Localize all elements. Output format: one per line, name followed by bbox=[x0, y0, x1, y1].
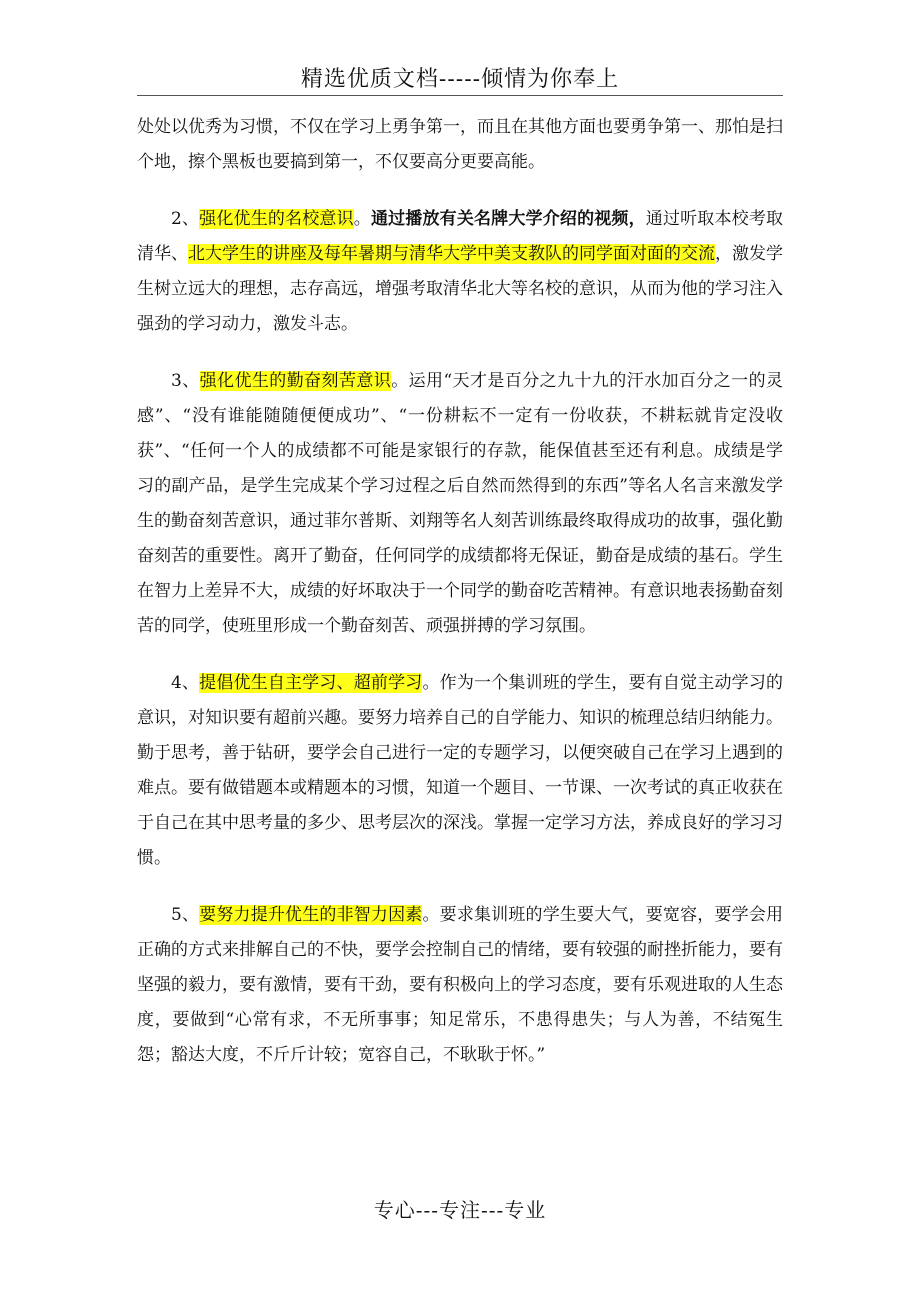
paragraph-text: 。运用“天才是百分之九十九的汗水加百分之一的灵感”、“没有谁能随随便便成功”、“一份耕耘不一定有一份收获，不耕耘就肯定没收获”、“任何一个人的成绩都不可能是家银行的存款，能保值甚至还有利息。成绩是学习的副产品，是学生完成某个学习过程之后自然而然得到的东西”等名人名言来激发学生的勤奋刻苦意识，通过菲尔普斯、刘翔等名人刻苦训练最终取得成功的故事，强化勤奋刻苦的重要性。离开了勤奋，任何同学的成绩都将无保证，勤奋是成绩的基石。学生在智力上差异不大，成绩的好坏取决于一个同学的勤奋吃苦精神。有意识地表扬勤奋刻苦的同学，使班里形成一个勤奋刻苦、顽强拼搏的学习氛围。 bbox=[137, 371, 783, 636]
paragraph-item-5 bbox=[137, 898, 783, 1073]
paragraph-continuation bbox=[137, 110, 783, 180]
item-number: 4、 bbox=[171, 673, 200, 693]
header-divider bbox=[137, 95, 783, 96]
item-number: 2、 bbox=[171, 209, 200, 229]
page-header-title: 精选优质文档-----倾情为你奉上 bbox=[300, 67, 620, 92]
highlighted-heading: 强化优生的勤奋刻苦意识 bbox=[199, 371, 392, 391]
paragraph-text: 处处以优秀为习惯，不仅在学习上勇争第一，而且在其他方面也要勇争第一、那怕是扫个地，擦个黑板也要搞到第一，不仅要高分更要高能。 bbox=[137, 117, 783, 172]
paragraph-text: 。作为一个集训班的学生，要有自觉主动学习的意识，对知识要有超前兴趣。要努力培养自己的自学能力、知识的梳理总结归纳能力。勤于思考，善于钻研，要学会自己进行一定的专题学习，以便突破自己在学习上遇到的难点。要有做错题本或精题本的习惯，知道一个题目、一节课、一次考试的真正收获在于自己在其中思考量的多少、思考层次的深浅。掌握一定学习方法，养成良好的学习习惯。 bbox=[137, 673, 783, 868]
paragraph-text: 通过听取本校考取清华、 bbox=[137, 209, 784, 264]
highlighted-heading: 提倡优生自主学习、超前学习 bbox=[199, 673, 423, 693]
highlighted-heading: 要努力提升优生的非智力因素 bbox=[199, 905, 423, 925]
paragraph-text: 。要求集训班的学生要大气，要宽容，要学会用正确的方式来排解自己的不快，要学会控制自己的情绪，要有较强的耐挫折能力，要有坚强的毅力，要有激情，要有干劲，要有积极向上的学习态度，要有乐观进取的人生态度，要做到“心常有求，不无所事事；知足常乐，不患得患失；与人为善，不结冤生怨；豁达大度，不斤斤计较；宽容自己，不耿耿于怀。” bbox=[137, 905, 783, 1065]
highlighted-text: 北大学生的讲座及每年暑期与清华大学中美支教队的同学面对面的交流 bbox=[188, 244, 715, 264]
highlighted-heading: 强化优生的名校意识 bbox=[199, 209, 354, 229]
paragraph-item-4 bbox=[137, 666, 783, 876]
paragraph-item-2 bbox=[137, 202, 783, 342]
item-number: 5、 bbox=[171, 905, 200, 925]
document-body bbox=[137, 110, 783, 1073]
item-number: 3、 bbox=[171, 371, 200, 391]
page-footer: 专心---专注---专业 bbox=[373, 1198, 547, 1222]
paragraph-text: ，激发学生树立远大的理想，志存高远，增强考取清华北大等名校的意识，从而为他的学习注入强劲的学习动力，激发斗志。 bbox=[137, 244, 783, 334]
heading-separator: 。 bbox=[353, 209, 371, 229]
paragraph-item-3 bbox=[137, 364, 783, 644]
bold-text: 通过播放有关名牌大学介绍的视频， bbox=[370, 209, 646, 229]
